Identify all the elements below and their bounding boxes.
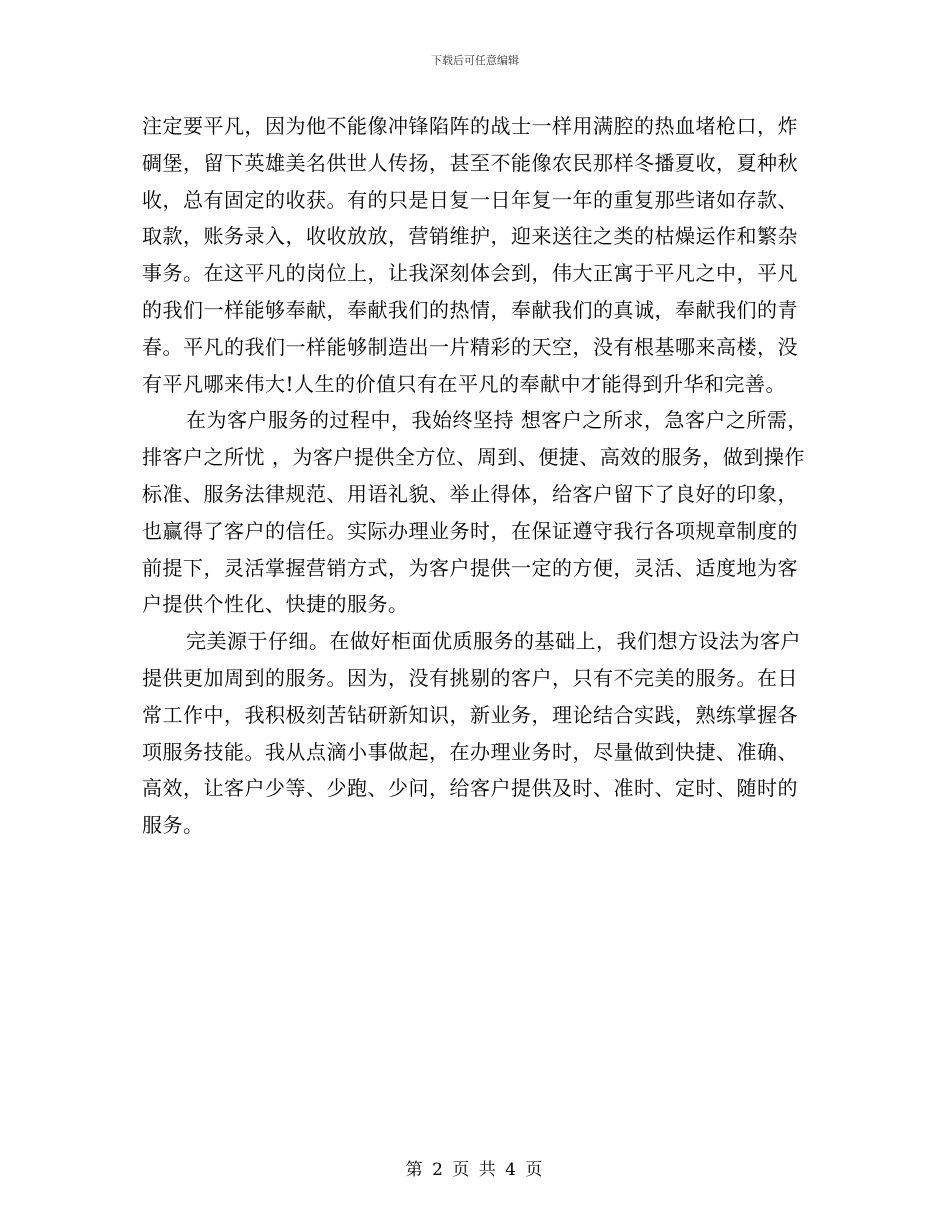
paragraph-continued: 注定要平凡，因为他不能像冲锋陷阵的战士一样用满腔的热血堵枪口，炸碉堡，留下英雄美名供世人传扬，甚至不能像农民那样冬播夏收，夏种秋收，总有固定的收获。有的只是日复一日年复一年的重复那些诸如存款、取款，账务录入，收收放放，营销维护，迎来送往之类的枯燥运作和繁杂事务。在这平凡的岗位上，让我深刻体会到，伟大正寓于平凡之中，平凡的我们一样能够奉献，奉献我们的热情，奉献我们的真诚，奉献我们的青春。平凡的我们一样能够制造出一片精彩的天空，没有根基哪来高楼，没有平凡哪来伟大!人生的价值只有在平凡的奉献中才能得到升华和完善。	[142, 114, 798, 396]
page-header: 下载后可任意编辑	[431, 54, 519, 67]
page-number-footer: 第 2 页 共 4 页	[405, 1160, 545, 1180]
paragraph-perfection: 完美源于仔细。在做好柜面优质服务的基础上，我们想方设法为客户提供更加周到的服务。因为，没有挑剔的客户，只有不完美的服务。在日常工作中，我积极刻苦钻研新知识，新业务，理论结合实践，熟练掌握各项服务技能。我从点滴小事做起，在办理业务时，尽量做到快捷、准确、高效，让客户少等、少跑、少问，给客户提供及时、准时、定时、随时的服务。	[142, 629, 801, 838]
document-body	[142, 108, 814, 844]
paragraph-customer-service: 在为客户服务的过程中，我始终坚持 想客户之所求，急客户之所需，排客户之所忧 ，为客户提供全方位、周到、便捷、高效的服务，做到操作标准、服务法律规范、用语礼貌、举止得体，给客户留下了良好的印象，也赢得了客户的信任。实际办理业务时，在保证遵守我行各项规章制度的前提下，灵活掌握营销方式，为客户提供一定的方便，灵活、适度地为客户提供个性化、快捷的服务。	[142, 408, 808, 617]
